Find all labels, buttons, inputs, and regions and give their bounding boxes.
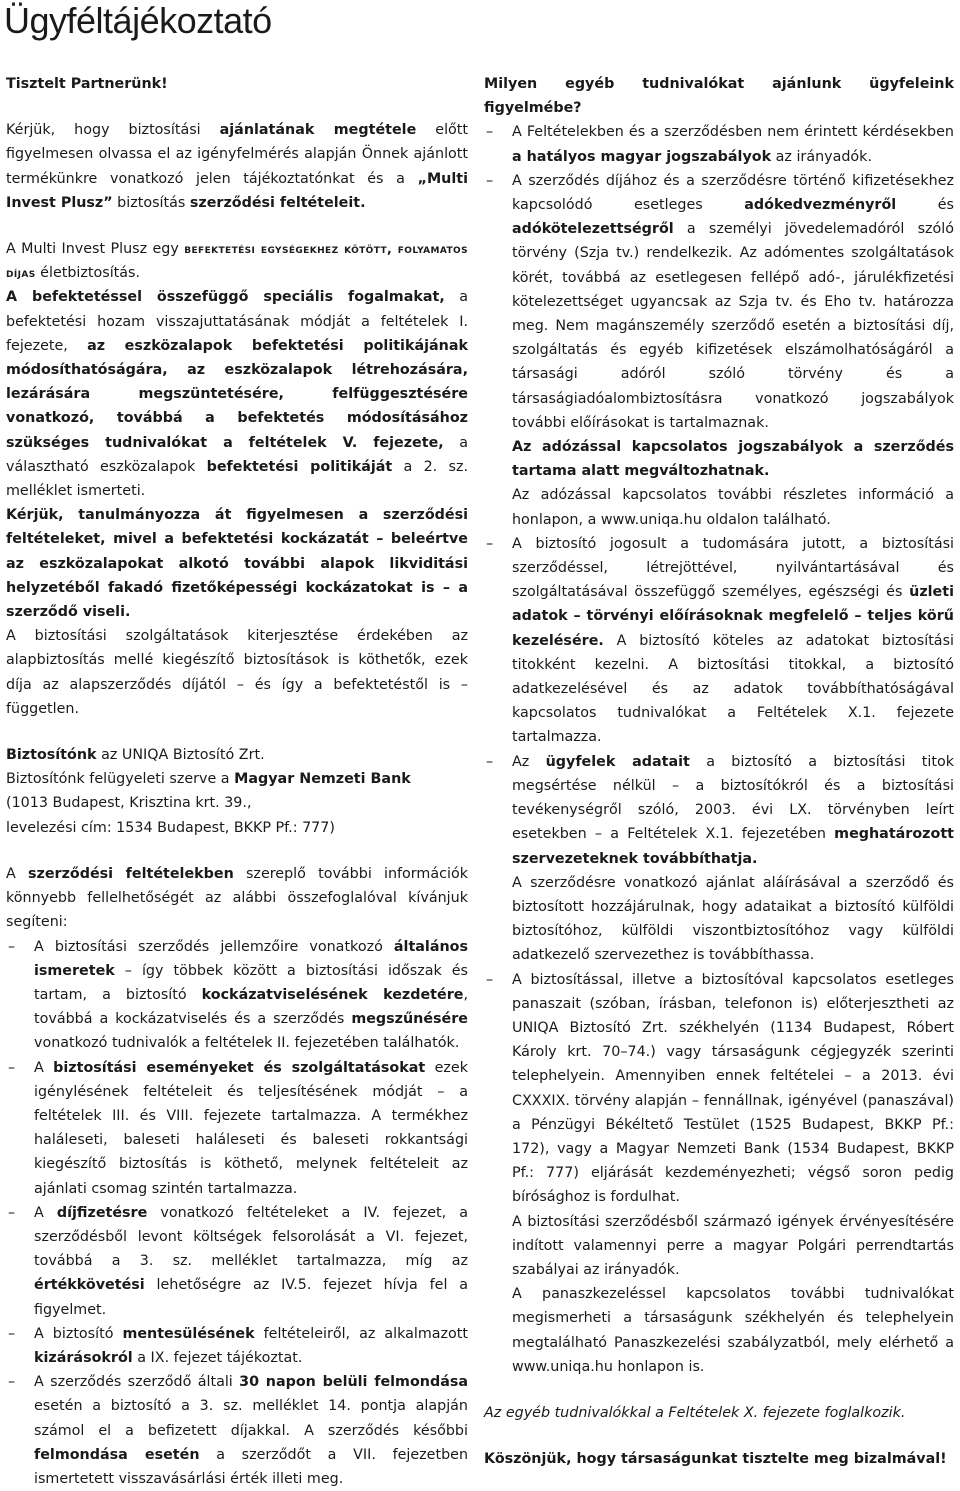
closing-note: Az egyéb tudnivalókkal a Feltételek X. fejezete foglalkozik.	[484, 1404, 906, 1421]
list-item: – A biztosító mentesülésének feltételeiről, az alkalmazott kizárásokról a IX. fejezet tájékoztat.	[6, 1322, 468, 1370]
list-item: – A szerződés díjához és a szerződésre történő kifizetésekhez kapcsolódó esetleges adókedvezményről és adókötelezettségről a személyi jövedelemadóról szóló törvény (Szja tv.) rendelkezik. Az adómentes szolgáltatások körét, továbbá az esetlegesen fellépő adó-, járulékfizetési kötelezettséget ugyancsak az Szja tv. és Eho tv. határozza meg. Nem magánszemély szerződő esetén a biztosítási díj, szolgáltatás és egyéb kifizetések elszámolhatóságáról a társasági adóról szóló törvény és a társaságiadóalombiztosításra vonatkozó jogszabályok további előírásokat is tartalmaznak.	[484, 169, 954, 435]
left-column	[6, 72, 468, 1491]
list-item: – Az ügyfelek adatait a biztosító a biztosítási titok megsértése nélkül – a biztosítókról és a biztosítási tevékenységről szóló, 2003. évi LX. törvényben leírt esetekben – a Feltételek X.1. fejezetében meghatározott szervezeteknek továbbíthatja.	[484, 750, 954, 871]
thanks-line: Köszönjük, hogy társaságunkat tisztelte meg bizalmával!	[484, 1451, 947, 1468]
invest-paragraph: A befektetéssel összefüggő speciális fogalmakat, a befektetési hozam visszajuttatásának módját a feltételek I. fejezete, az eszközalapok befektetési politikájának módosíthatóságára, az eszközalapok létrehozására, lezárására megszüntetésére, felfüggesztésére vonatkozó, továbbá a befektetés módosításához szükséges tudnivalókat a feltételek V. fejezete, a választható eszközalapok befektetési politikáját a 2. sz. melléklet ismerteti.	[6, 289, 468, 500]
litigation-paragraph: A biztosítási szerződésből származó igények érvényesítésére indított valamennyi perre a magyar Polgári perrendtartás szabályai az irányadók.	[512, 1213, 954, 1278]
greeting: Tisztelt Partnerünk!	[6, 76, 168, 92]
tax-notice: Az adózással kapcsolatos jogszabályok a szerződés tartama alatt megváltozhatnak.	[512, 439, 954, 480]
tax-info: Az adózással kapcsolatos további részletes információ a honlapon, a www.uniqa.hu oldalon található.	[512, 487, 954, 528]
page-title: Ügyféltájékoztató	[4, 0, 272, 41]
section-heading: Milyen egyéb tudnivalókat ajánlunk ügyfeleink figyelmébe?	[484, 76, 954, 117]
complaint-paragraph: A panaszkezeléssel kapcsolatos további tudnivalókat megismerheti a társaságunk székhelyén és telephelyein megtalálható Panaszkezelési szabályzatból, mely elérhető a www.uniqa.hu honlapon is.	[512, 1286, 954, 1375]
right-column	[484, 72, 954, 1471]
summary-paragraph: A szerződési feltételekben szereplő további információk könnyebb fellelhetőségét az alábbi összefoglalóval kívánjuk segíteni:	[6, 865, 468, 931]
list-item: – A Feltételekben és a szerződésben nem érintett kérdésekben a hatályos magyar jogszabályok az irányadók.	[484, 120, 954, 168]
risk-paragraph: Kérjük, tanulmányozza át figyelmesen a szerződési feltételeket, mivel a befektetési kockázatát – beleértve az eszközalapokat alkotó további alapok likviditási helyzetéből fakadó fizetőképességi kockázatokat is – a szerződő viseli.	[6, 507, 468, 621]
product-paragraph: A Multi Invest Plusz egy befektetési egységekhez kötött, folyamatos díjas életbiztosítás.	[6, 241, 468, 282]
intro-paragraph: Kérjük, hogy biztosítási ajánlatának megtétele előtt figyelmesen olvassa el az igényfelmérés alapján Önnek ajánlott termékünkre vonatkozó jelen tájékoztatónkat és a „Multi Invest Plusz” biztosítás szerződési feltételeit.	[6, 122, 468, 211]
supplement-paragraph: A biztosítási szolgáltatások kiterjesztése érdekében az alapbiztosítás mellé kiegészítő biztosítások is köthetők, ezek díja az alapszerződés díjától – és így a befektetéstől is – független.	[6, 628, 468, 717]
list-item: – A biztosítással, illetve a biztosítóval kapcsolatos esetleges panaszait (szóban, írásban, telefonon is) előterjesztheti az UNIQA Biztosító Zrt. székhelyén (1134 Budapest, Róbert Károly krt. 70–74.) vagy társaságunk cégjegyzék szerinti telephelyein. Amennyiben ennek feltételei – a 2013. évi CXXXIX. törvény alapján – fennállnak, igényével (panaszával) a Pénzügyi Békéltető Testület (1525 Budapest, BKKP Pf.: 172), vagy a Magyar Nemzeti Bank (1534 Budapest, BKKP Pf.: 777) eljárását kezdeményezheti; végső soron pedig bírósághoz is fordulhat.	[484, 968, 954, 1210]
list-item: – A biztosítási eseményeket és szolgáltatásokat ezek igénylésének feltételeit és teljesítésének módját – a feltételek III. és VIII. fejezete tartalmazza. A termékhez haláleseti, baleseti haláleseti és baleseti rokkantsági kiegészítő biztosítás is köthető, melynek feltételeit az ajánlati csomag szintén tartalmazza.	[6, 1056, 468, 1201]
list-item: – A biztosítási szerződés jellemzőire vonatkozó általános ismeretek – így többek között a biztosítási időszak és tartam, a biztosító kockázatviselésének kezdetére, továbbá a kockázatviselés és a szerződés megszűnésére vonatkozó tudnivalók a feltételek II. fejezetében találhatók.	[6, 935, 468, 1056]
list-item: – A biztosító jogosult a tudomására jutott, a biztosítási szerződéssel, létrejöttével, nyilvántartásával és szolgáltatásával összefüggő személyes, egészségi és üzleti adatok – törvényi előírásoknak megfelelő – teljes körű kezelésére. A biztosító köteles az adatokat biztosítási titokként kezelni. A biztosítási titokkal, a biztosító adatkezelésével és az adatok továbbíthatóságával kapcsolatos tudnivalókat a Feltételek X.1. fejezete tartalmazza.	[484, 532, 954, 750]
list-item: – A díjfizetésre vonatkozó feltételeket a IV. fejezet, a szerződésből levont költségek felsorolását a VI. fejezet, továbbá a 3. sz. melléklet tartalmazza, míg az értékkövetési lehetőségre az IV.5. fejezet hívja fel a figyelmet.	[6, 1201, 468, 1322]
list-item: – A szerződés szerződő általi 30 napon belüli felmondása esetén a biztosító a 3. sz. melléklet 14. pontja alapján számol el a befizetett díjakkal. A szerződés későbbi felmondása esetén a szerződőt a VII. fejezetben ismertetett visszavásárlási érték illeti meg.	[6, 1370, 468, 1491]
insurer-block: Biztosítónk az UNIQA Biztosító Zrt. Biztosítónk felügyeleti szerve a Magyar Nemzeti Bank (1013 Budapest, Krisztina krt. 39., levelezési cím: 1534 Budapest, BKKP Pf.: 777)	[6, 747, 411, 836]
data-transfer-paragraph: A szerződésre vonatkozó ajánlat aláírásával a szerződő és biztosított hozzájárulnak, hogy adataikat a biztosító külföldi biztosítóhoz, külföldi viszontbiztosítóhoz vagy külföldi adatkezelő szervezethez is továbbíthassa.	[512, 874, 954, 964]
